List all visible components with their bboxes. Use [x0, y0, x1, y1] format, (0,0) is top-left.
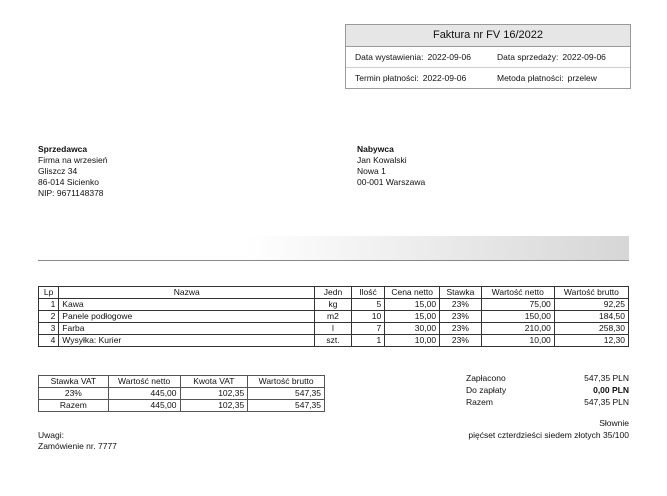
items-table [38, 286, 629, 347]
cell-lp: 4 [39, 335, 59, 347]
paid-label: Zapłacono [466, 373, 506, 383]
notes-block [38, 430, 117, 452]
col-header: Wartość brutto [248, 376, 325, 388]
cell-name: Wysyłka: Kurier [59, 335, 315, 347]
cell-name: Kawa [59, 299, 315, 311]
cell-vat: 102,35 [180, 400, 248, 412]
seller-nip: NIP: 9671148378 [38, 188, 104, 198]
due-row [458, 384, 629, 396]
col-header: Ilość [351, 287, 385, 299]
col-header: Stawka VAT [39, 376, 109, 388]
cell-rate: 23% [39, 388, 109, 400]
table-row [39, 323, 629, 335]
col-header: Cena netto [385, 287, 440, 299]
col-header: Nazwa [59, 287, 315, 299]
cell-gross: 258,30 [554, 323, 628, 335]
seller-block [38, 144, 107, 199]
invoice-header-box [345, 24, 631, 89]
payment-method-value: przelew [567, 73, 597, 83]
buyer-heading: Nabywca [357, 144, 394, 154]
vat-summary-table [38, 375, 325, 412]
due-date-label: Termin płatności: [355, 73, 419, 83]
due-date [346, 68, 488, 88]
gradient-band [38, 236, 629, 260]
cell-gross: 547,35 [248, 400, 325, 412]
sale-date-label: Data sprzedaży: [497, 52, 559, 62]
table-row [39, 299, 629, 311]
total-label: Razem [466, 397, 493, 407]
table-row [39, 388, 325, 400]
cell-net: 150,00 [481, 311, 554, 323]
invoice-title: Faktura nr FV 16/2022 [346, 25, 630, 47]
sale-date [488, 47, 630, 67]
seller-heading: Sprzedawca [38, 144, 88, 154]
cell-qty: 1 [351, 335, 385, 347]
cell-gross: 12,30 [554, 335, 628, 347]
buyer-block [357, 144, 425, 188]
cell-net: 75,00 [481, 299, 554, 311]
table-header-row [39, 287, 629, 299]
issue-date-value: 2022-09-06 [427, 52, 471, 62]
col-header: Jedn [315, 287, 352, 299]
col-header: Wartość brutto [554, 287, 628, 299]
cell-net: 10,00 [481, 335, 554, 347]
cell-lp: 2 [39, 311, 59, 323]
cell-lp: 1 [39, 299, 59, 311]
buyer-line: Jan Kowalski [357, 155, 407, 165]
amount-in-words: pięćset czterdzieści siedem złotych 35/100 [468, 430, 629, 440]
due-value: 0,00 PLN [593, 385, 629, 395]
col-header: Lp [39, 287, 59, 299]
cell-unit: m2 [315, 311, 352, 323]
cell-gross: 92,25 [554, 299, 628, 311]
payment-row [346, 67, 630, 88]
payment-method [488, 68, 630, 88]
col-header: Wartość netto [108, 376, 180, 388]
due-date-value: 2022-09-06 [422, 73, 467, 83]
cell-lp: 3 [39, 323, 59, 335]
issue-date [346, 47, 488, 67]
paid-row [458, 372, 629, 384]
paid-value: 547,35 PLN [584, 373, 629, 383]
cell-net: 445,00 [108, 400, 180, 412]
cell-rate: 23% [440, 311, 482, 323]
cell-unit: szt. [315, 335, 352, 347]
cell-rate: 23% [440, 323, 482, 335]
seller-line: Firma na wrzesień [38, 155, 108, 165]
table-header-row [39, 376, 325, 388]
table-row [39, 400, 325, 412]
divider [38, 260, 629, 261]
buyer-line: 00-001 Warszawa [357, 177, 426, 187]
cell-net: 445,00 [108, 388, 180, 400]
issue-date-label: Data wystawienia: [355, 52, 424, 62]
due-label: Do zapłaty [466, 385, 507, 395]
sale-date-value: 2022-09-06 [562, 52, 606, 62]
cell-rate: 23% [440, 335, 482, 347]
cell-unit: kg [315, 299, 352, 311]
cell-name: Farba [59, 323, 315, 335]
total-row [458, 396, 629, 408]
cell-qty: 7 [351, 323, 385, 335]
cell-rate: 23% [440, 299, 482, 311]
cell-rate: Razem [39, 400, 109, 412]
cell-price: 15,00 [385, 311, 440, 323]
cell-qty: 5 [351, 299, 385, 311]
amount-in-words-label: Słownie [599, 418, 629, 428]
cell-qty: 10 [351, 311, 385, 323]
payment-method-label: Metoda płatności: [497, 73, 564, 83]
col-header: Stawka [440, 287, 482, 299]
cell-price: 10,00 [385, 335, 440, 347]
totals-block [458, 372, 629, 408]
cell-price: 15,00 [385, 299, 440, 311]
notes-label: Uwagi: [38, 430, 64, 440]
dates-row [346, 47, 630, 67]
col-header: Kwota VAT [180, 376, 248, 388]
notes-text: Zamówienie nr. 7777 [38, 441, 117, 451]
cell-gross: 184,50 [554, 311, 628, 323]
seller-line: Gliszcz 34 [38, 166, 78, 176]
cell-gross: 547,35 [248, 388, 325, 400]
seller-line: 86-014 Sicienko [38, 177, 99, 187]
cell-price: 30,00 [385, 323, 440, 335]
cell-vat: 102,35 [180, 388, 248, 400]
total-value: 547,35 PLN [584, 397, 629, 407]
cell-name: Panele podłogowe [59, 311, 315, 323]
cell-unit: l [315, 323, 352, 335]
cell-net: 210,00 [481, 323, 554, 335]
table-row [39, 311, 629, 323]
col-header: Wartość netto [481, 287, 554, 299]
buyer-line: Nowa 1 [357, 166, 386, 176]
table-row [39, 335, 629, 347]
